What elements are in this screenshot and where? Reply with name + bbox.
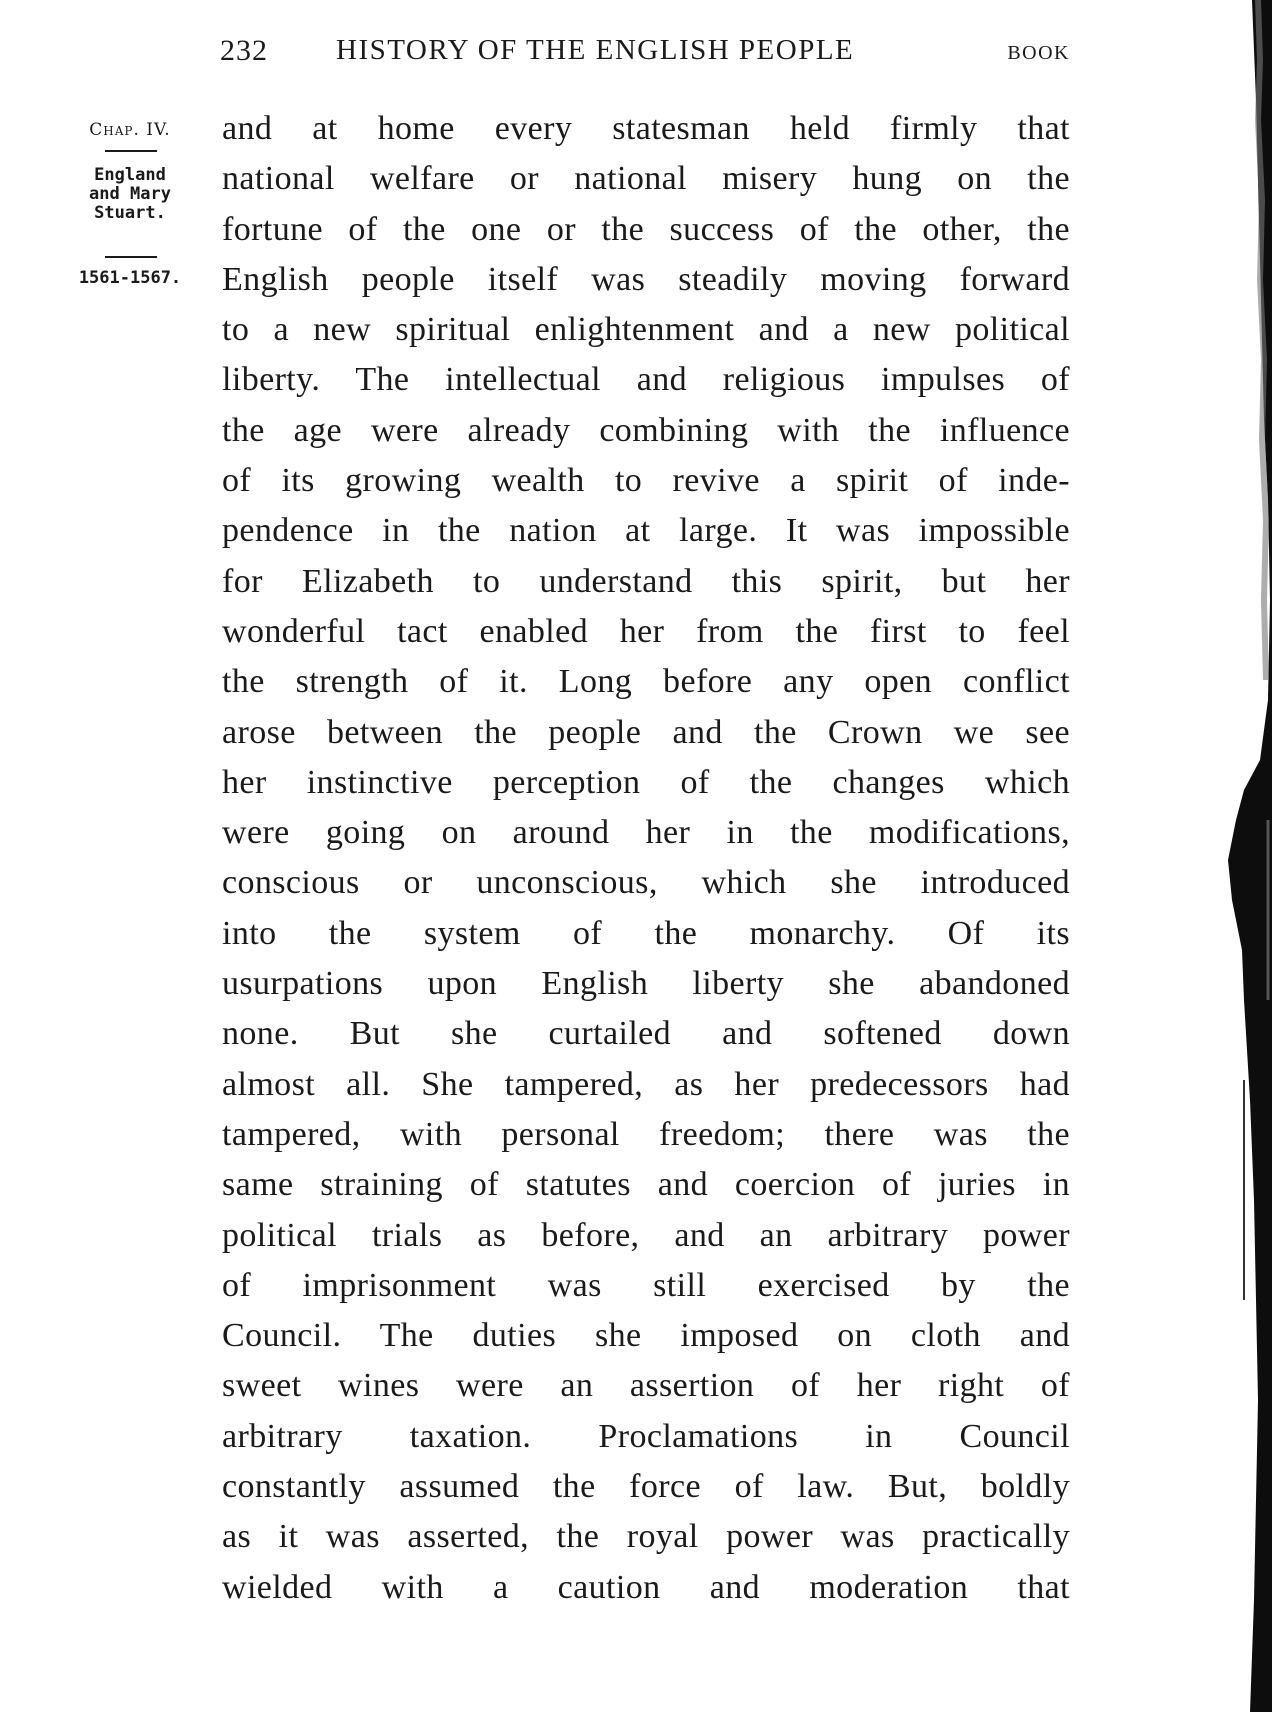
text-line: same straining of statutes and coercion of juries in (222, 1166, 1070, 1204)
margin-topic-line: Stuart. (94, 203, 166, 223)
text-line: wonderful tact enabled her from the first to feel (222, 612, 1070, 650)
text-line: of imprisonment was still exercised by the (222, 1266, 1070, 1304)
text-line: almost all. She tampered, as her predecessors had (222, 1065, 1070, 1103)
text-line: of its growing wealth to revive a spirit of inde- (222, 462, 1070, 500)
text-line: arbitrary taxation. Proclamations in Council (222, 1417, 1070, 1455)
scanned-page-edge (1132, 0, 1272, 1712)
running-head (220, 30, 1070, 74)
page-number: 232 (220, 34, 268, 67)
text-line: fortune of the one or the success of the other, the (222, 210, 1070, 248)
text-line: and at home every statesman held firmly that (222, 110, 1070, 147)
text-line: into the system of the monarchy. Of its (222, 914, 1070, 952)
text-line: wielded with a caution and moderation that (222, 1568, 1070, 1606)
text-line: for Elizabeth to understand this spirit, but her (222, 562, 1070, 600)
text-line: Council. The duties she imposed on cloth and (222, 1317, 1070, 1355)
text-line: political trials as before, and an arbitrary power (222, 1216, 1070, 1254)
text-line: to a new spiritual enlightenment and a new political (222, 311, 1070, 349)
text-line: the age were already combining with the influence (222, 411, 1070, 449)
margin-rule (105, 150, 157, 152)
margin-topic-label (62, 166, 198, 223)
text-line: liberty. The intellectual and religious impulses of (222, 361, 1070, 399)
margin-rule (105, 256, 157, 258)
text-line: English people itself was steadily moving forward (222, 260, 1070, 298)
text-line: usurpations upon English liberty she abandoned (222, 965, 1070, 1003)
margin-topic-line: England (94, 165, 166, 185)
text-line: were going on around her in the modifications, (222, 814, 1070, 852)
text-line: national welfare or national misery hung on the (222, 160, 1070, 198)
text-line: pendence in the nation at large. It was impossible (222, 512, 1070, 550)
text-line: tampered, with personal freedom; there was the (222, 1115, 1070, 1153)
margin-date-label: 1561-1567. (78, 268, 182, 288)
margin-chapter-label: Chap. IV. (89, 120, 171, 140)
text-line: constantly assumed the force of law. But, boldly (222, 1468, 1070, 1506)
text-line: her instinctive perception of the changes which (222, 763, 1070, 801)
margin-topic-line: and Mary (89, 184, 171, 204)
text-line: conscious or unconscious, which she introduced (222, 864, 1070, 902)
text-line: the strength of it. Long before any open conflict (222, 663, 1070, 701)
text-line: none. But she curtailed and softened down (222, 1015, 1070, 1053)
body-text (222, 104, 1070, 1613)
text-line: as it was asserted, the royal power was practically (222, 1518, 1070, 1556)
text-line: arose between the people and the Crown we see (222, 713, 1070, 751)
book-label: BOOK (1007, 42, 1070, 64)
running-title: HISTORY OF THE ENGLISH PEOPLE (336, 34, 855, 66)
text-line: sweet wines were an assertion of her right of (222, 1367, 1070, 1405)
